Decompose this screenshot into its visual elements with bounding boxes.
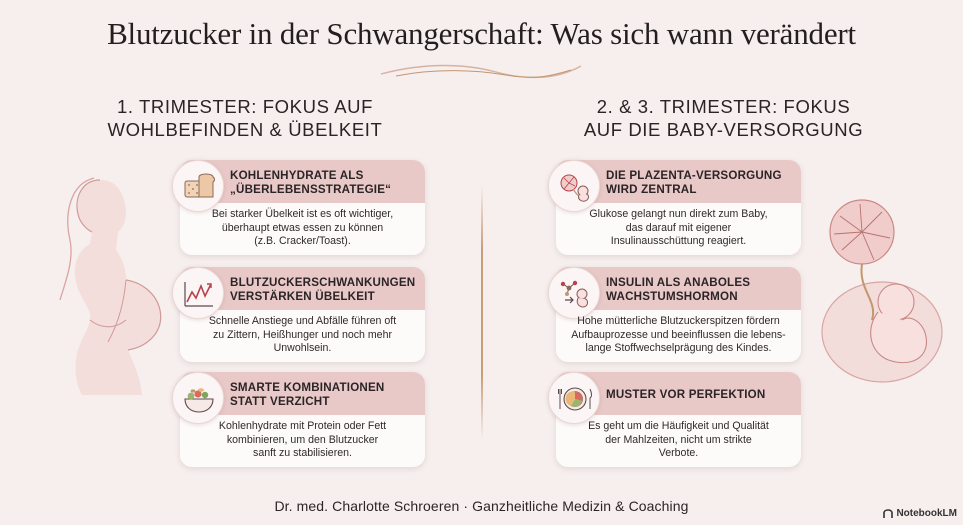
card-body-line1: Kohlenhydrate mit Protein oder Fett — [218, 420, 387, 432]
cracker-toast-icon — [172, 160, 224, 212]
card-body-line1: Es geht um die Häufigkeit und Qualität — [588, 420, 769, 432]
card-body-line1: Bei starker Übelkeit ist es oft wichtiger, — [211, 208, 394, 220]
card-body — [192, 208, 413, 249]
notebooklm-brand — [883, 508, 957, 519]
card-smarte-kombinationen — [180, 372, 425, 467]
card-body — [568, 420, 789, 461]
card-muster-vor-perfektion — [556, 372, 801, 467]
salad-bowl-icon — [172, 372, 224, 424]
pregnant-woman-illustration — [30, 170, 170, 395]
card-title — [606, 378, 793, 412]
card-body-line2: zu Zittern, Heißhunger und noch mehr — [212, 328, 392, 341]
left-heading-line1: 1. TRIMESTER: FOKUS AUF — [116, 96, 374, 117]
insulin-molecule-icon — [548, 267, 600, 319]
card-body — [192, 315, 413, 356]
card-body-line3: Verbote. — [658, 447, 699, 459]
card-title — [606, 273, 793, 307]
card-title-line2: STATT VERZICHT — [230, 395, 330, 408]
card-title-line1: SMARTE KOMBINATIONEN — [230, 381, 385, 394]
card-insulin-anaboles-wachstumshormon — [556, 267, 801, 362]
left-column-heading — [80, 95, 410, 141]
card-body-line3: sanft zu stabilisieren. — [253, 447, 352, 459]
card-title-line1: BLUTZUCKERSCHWANKUNGEN — [230, 276, 416, 289]
card-title — [230, 273, 417, 307]
card-kohlenhydrate-ueberlebensstrategie — [180, 160, 425, 255]
card-body-line3: lange Stoffwechselprägung des Kindes. — [585, 342, 772, 354]
card-body-line1: Schnelle Anstiege und Abfälle führen oft — [208, 315, 397, 327]
card-body — [192, 420, 413, 461]
plate-cutlery-icon — [548, 372, 600, 424]
right-column-heading — [556, 95, 891, 141]
card-title-line1: KOHLENHYDRATE ALS — [230, 169, 364, 182]
card-body-line2: kombinieren, um den Blutzucker — [226, 433, 379, 446]
card-title-line2: VERSTÄRKEN ÜBELKEIT — [230, 290, 375, 303]
card-title — [230, 378, 417, 412]
column-divider — [481, 185, 483, 440]
page-title: Blutzucker in der Schwangerschaft: Was sich wann verändert — [107, 16, 856, 51]
left-heading-line2: WOHLBEFINDEN & ÜBELKEIT — [107, 119, 383, 140]
notebooklm-logo-icon — [883, 509, 893, 519]
card-body — [568, 315, 789, 356]
placenta-icon — [548, 160, 600, 212]
card-plazenta-versorgung — [556, 160, 801, 255]
card-title-line2: WACHSTUMSHORMON — [606, 290, 738, 303]
card-title-line1: DIE PLAZENTA-VERSORGUNG — [606, 169, 782, 182]
card-title-line1: MUSTER VOR PERFEKTION — [606, 388, 766, 401]
card-body-line2: das darauf mit eigener — [625, 221, 732, 234]
card-body-line1: Glukose gelangt nun direkt zum Baby, — [589, 208, 768, 220]
card-body-line2: der Mahlzeiten, nicht um strikte — [605, 433, 752, 446]
card-body — [568, 208, 789, 249]
card-body-line2: überhaupt etwas essen zu können — [221, 221, 384, 234]
card-title-line1: INSULIN ALS ANABOLES — [606, 276, 751, 289]
card-body-line3: Insulinausschüttung reagiert. — [610, 235, 747, 247]
decorative-swirl-icon — [376, 60, 586, 82]
card-title — [230, 166, 417, 200]
card-body-line3: (z.B. Cracker/Toast). — [254, 235, 351, 247]
right-heading-line1: 2. & 3. TRIMESTER: FOKUS — [596, 96, 851, 117]
card-body-line3: Unwohlsein. — [273, 342, 332, 354]
card-body-line1: Hohe mütterliche Blutzuckerspitzen fördern — [577, 315, 780, 327]
brand-label: NotebookLM — [896, 508, 957, 519]
card-blutzuckerschwankungen — [180, 267, 425, 362]
card-title-line2: WIRD ZENTRAL — [606, 183, 697, 196]
fetus-illustration — [812, 190, 952, 390]
fluctuation-chart-icon — [172, 267, 224, 319]
card-body-line2: Aufbauprozesse und beeinflussen die lebens- — [571, 328, 786, 341]
footer-credit: Dr. med. Charlotte Schroeren · Ganzheitliche Medizin & Coaching — [274, 498, 689, 514]
card-title — [606, 166, 793, 200]
right-heading-line2: AUF DIE BABY-VERSORGUNG — [583, 119, 864, 140]
card-title-line2: „ÜBERLEBENSSTRATEGIE“ — [230, 183, 392, 196]
